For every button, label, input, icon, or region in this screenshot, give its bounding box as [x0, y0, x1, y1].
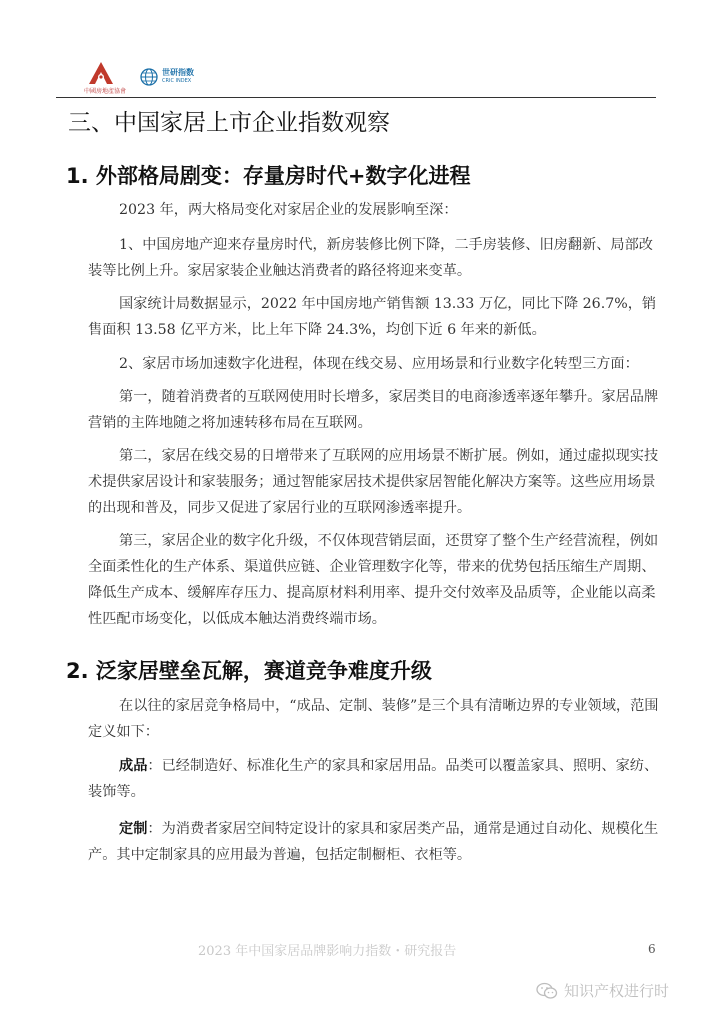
paragraph-custom — [88, 816, 660, 868]
paragraph-third: 第三，家居企业的数字化升级，不仅体现营销层面，还贯穿了整个生产经营流程，例如全面柔性化的生产体系、渠道供应链、企业管理数字化等，带来的优势包括压缩生产周期、降低生产成本、缓解库存压力、提高原材料利用率、提升交付效率及品质等，企业能以高柔性匹配市场变化，以低成本触达消费终端市场。 — [88, 533, 659, 627]
cric-logo-cn: 世研指数 — [162, 68, 194, 77]
custom-definition: ：为消费者家居空间特定设计的家具和家居类产品，通常是通过自动化、规模化生产。其中定制家具的应用最为普遍，包括定制橱柜、衣柜等。 — [88, 821, 659, 863]
globe-icon — [140, 68, 158, 86]
paragraph-second: 第二，家居在线交易的日增带来了互联网的应用场景不断扩展。例如，通过虚拟现实技术提供家居设计和家装服务；通过智能家居技术提供家居智能化解决方案等。这些应用场景的出现和普及，同步又促进了家居行业的互联网渗透率提升。 — [88, 448, 659, 516]
paragraph-point-1: 1、中国房地产迎来存量房时代，新房装修比例下降，二手房装修、旧房翻新、局部改装等比例上升。家居家装企业触达消费者的路径将迎来变革。 — [88, 237, 653, 279]
subheading-1: 1. 外部格局剧变：存量房时代+数字化进程 — [66, 164, 471, 188]
header-logos — [86, 60, 194, 94]
header-rule — [56, 97, 656, 98]
paragraph-statistics: 国家统计局数据显示，2022 年中国房地产销售额 13.33 万亿，同比下降 26.7%，销售面积 13.58 亿平方米，比上年下降 24.3%，均创下近 6 年来的新低。 — [88, 296, 657, 338]
keyword-custom: 定制 — [119, 821, 148, 837]
paragraph-finished-goods — [88, 753, 660, 805]
paragraph-intro: 2023 年，两大格局变化对家居企业的发展影响至深： — [119, 202, 458, 218]
association-logo — [86, 60, 130, 94]
association-logo-text: 中國房地產協會 — [84, 88, 127, 95]
watermark-text: 知识产权进行时 — [564, 982, 670, 1000]
page-number: 6 — [648, 942, 656, 956]
paragraph-point-2: 2、家居市场加速数字化进程，体现在线交易、应用场景和行业数字化转型三方面： — [119, 356, 639, 372]
cric-index-logo — [140, 68, 194, 86]
subheading-2: 2. 泛家居壁垒瓦解，赛道竞争难度升级 — [66, 659, 432, 683]
cric-logo-en: CRIC INDEX — [162, 78, 192, 84]
keyword-finished: 成品 — [119, 758, 148, 774]
wechat-icon — [536, 982, 558, 1000]
footer-report-title: 2023 年中国家居品牌影响力指数・研究报告 — [198, 944, 457, 959]
paragraph-first: 第一，随着消费者的互联网使用时长增多，家居类目的电商渗透率逐年攀升。家居品牌营销的主阵地随之将加速转移布局在互联网。 — [88, 389, 659, 431]
section-title: 三、中国家居上市企业指数观察 — [68, 110, 390, 136]
finished-definition: ：已经制造好、标准化生产的家具和家居用品。品类可以覆盖家具、照明、家纺、装饰等。 — [88, 758, 659, 800]
watermark — [536, 980, 669, 1001]
paragraph-landscape: 在以往的家居竞争格局中，“成品、定制、装修”是三个具有清晰边界的专业领域，范围定义如下： — [88, 698, 659, 740]
